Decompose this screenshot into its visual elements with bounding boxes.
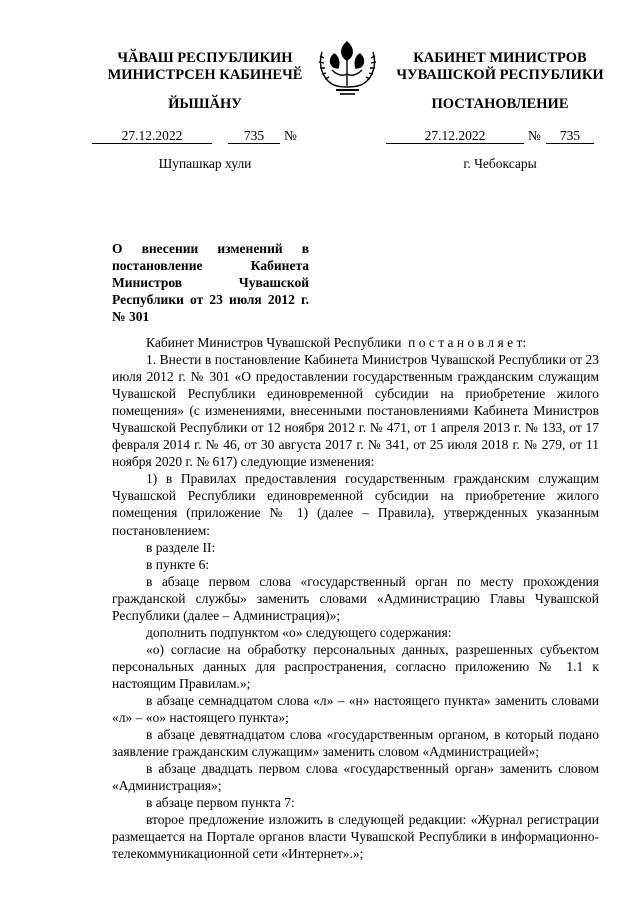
body-paragraph: второе предложение изложить в следующей редакции: «Журнал регистрации размещается на Портале органов власти Чувашской Республики в информационно-телекоммуникационной сети «Интернет».»;	[112, 812, 603, 862]
city-right: г. Чебоксары	[463, 156, 537, 171]
body-paragraph: в абзаце первом пункта 7:	[146, 795, 295, 811]
number-field-left: 735	[228, 128, 280, 144]
header-right-authority	[385, 50, 615, 84]
body-paragraph: дополнить подпунктом «о» следующего содержания:	[146, 624, 452, 640]
dateline-left	[92, 128, 312, 144]
date-field-left: 27.12.2022	[92, 128, 212, 144]
header-left-line2: МИНИСТРСЕН КАБИНЕЧӖ	[107, 67, 303, 83]
header-left-authority	[90, 50, 320, 84]
header-left-doc-type: ЙЫШӐНУ	[168, 96, 242, 112]
document-body	[112, 334, 603, 862]
header-right-line1: КАБИНЕТ МИНИСТРОВ	[413, 50, 587, 66]
number-sign-right: №	[528, 128, 541, 143]
number-sign-left: №	[284, 128, 297, 143]
body-paragraph: в абзаце девятнадцатом слова «государственным органом, в который подано заявление гражданским служащим» заменить словом «Администрацией»;	[112, 727, 603, 760]
body-paragraph: в абзаце семнадцатом слова «л» – «н» настоящего пункта» заменить словами «л» – «о» настоящего пункта»;	[112, 692, 603, 726]
body-paragraph: в абзаце двадцать первом слова «государственный орган» заменить словом «Администрация»;	[112, 761, 603, 794]
body-paragraph: 1. Внести в постановление Кабинета Министров Чувашской Республики от 23 июля 2012 г. № 301 «О предоставлении государственным гражданским служащим Чувашской Республики единовременной субсидии на приобретение жилого помещения» (с изменениями, внесенными постановлениями Кабинета Министров Чувашской Республики от 12 ноября 2012 г. № 471, от 1 апреля 2013 г. № 133, от 17 февраля 2014 г. № 46, от 30 августа 2017 г. № 341, от 25 июля 2018 г. № 279, от 11 ноября 2020 г. № 617) следующие изменения:	[112, 352, 603, 470]
body-paragraph: в абзаце первом слова «государственный орган по месту прохождения гражданской службы» заменить словами «Администрацию Главы Чувашской Республики (далее – Администрация)»;	[112, 573, 603, 623]
chuvash-emblem-icon	[310, 34, 385, 98]
number-field-right: 735	[546, 128, 594, 144]
header-right-line2: ЧУВАШСКОЙ РЕСПУБЛИКИ	[396, 67, 604, 83]
date-field-right: 27.12.2022	[386, 128, 524, 144]
header-right-doc-type: ПОСТАНОВЛЕНИЕ	[431, 96, 569, 112]
document-subject: О внесении изменений в постановление Кабинета Министров Чувашской Республики от 23 июля 2012 г. № 301	[112, 241, 309, 324]
body-paragraph: в разделе II:	[146, 539, 216, 555]
dateline-right	[386, 128, 606, 144]
body-paragraph: «о) согласие на обработку персональных данных, разрешенных субъектом персональных данных для распространения, согласно приложению № 1.1 к настоящим Правилам.»;	[112, 641, 603, 691]
header-left-line1: ЧӐВАШ РЕСПУБЛИКИН	[117, 50, 293, 66]
city-left: Шупашкар хули	[158, 156, 252, 171]
body-paragraph: Кабинет Министров Чувашской Республики п о с т а н о в л я е т:	[146, 335, 527, 350]
body-paragraph: 1) в Правилах предоставления государственным гражданским служащим Чувашской Республики единовременной субсидии на приобретение жилого помещения (приложение № 1) (далее – Правила), утвержденных указанным постановлением:	[112, 471, 603, 538]
body-paragraph: в пункте 6:	[146, 556, 210, 572]
